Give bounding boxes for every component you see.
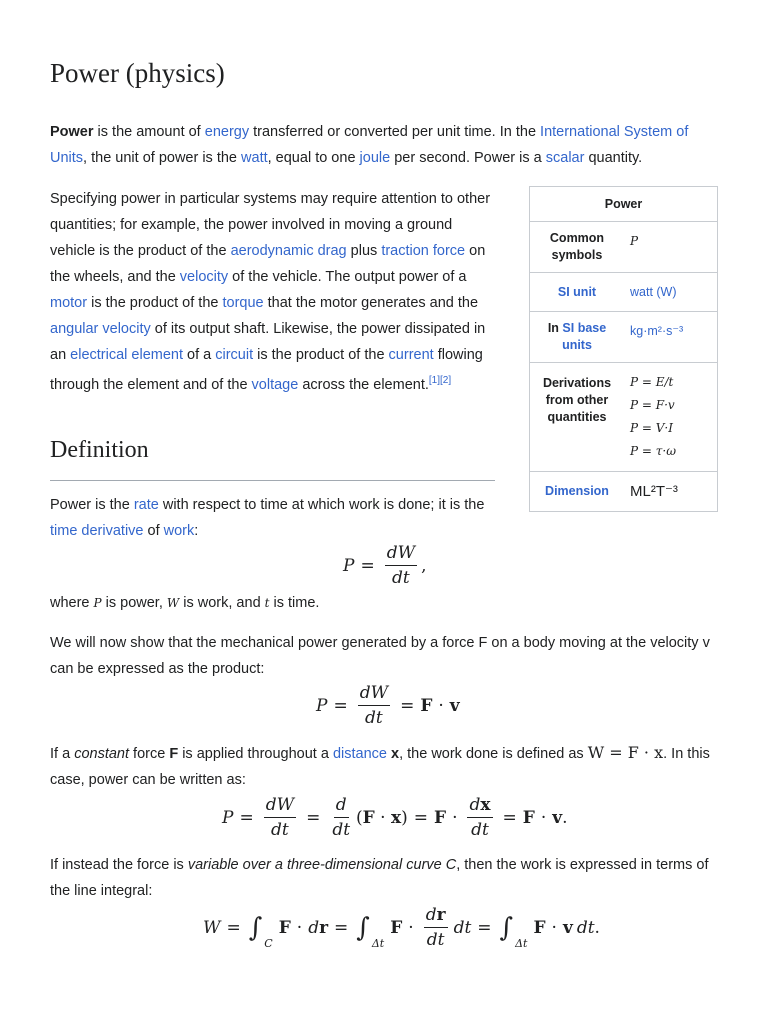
infobox-value: P [630,234,639,248]
variables-paragraph [50,590,500,616]
equation-constant-force: P = $\frac{dW}{dt}$ = $\frac{d}{dt}$ (F · x) = F · $\frac{dx}{dt}$ = F · v . [222,795,568,840]
emphasis: variable over a three-dimensional curve C [187,857,457,873]
link-si-base-units[interactable]: SI base units [562,321,607,352]
bold-symbol: x [391,746,400,762]
systems-paragraph [50,186,500,398]
text: , the unit of power is the [83,150,242,166]
text: across the element. [298,376,429,393]
text: where [50,595,94,611]
text: that the motor generates and the [263,295,479,311]
text: force [129,746,170,762]
link-dimension[interactable]: Dimension [545,484,609,498]
math-punct: , [421,555,427,576]
derivation-item: P = E/t [630,375,674,389]
equation-power-force-velocity: P = $\frac{dW}{dt}$ = F · v [316,683,460,728]
bold-symbol: F [169,746,179,762]
infobox-row-dimension [530,472,717,511]
infobox-value[interactable]: kg·m²·s⁻³ [630,324,684,338]
math-fraction: $\frac{dW}{dt}$ [386,543,416,588]
math-operator: = [360,555,375,576]
infobox-value: ML²T⁻³ [630,483,678,500]
infobox-label: Common symbols [549,231,605,262]
link-voltage[interactable]: voltage [251,376,299,393]
infobox-row-si-base [530,312,717,363]
infobox-value-list [624,363,717,471]
infobox [529,186,718,512]
text: is the amount of [93,124,205,140]
inline-math: W = F · x [587,743,664,762]
text: is the product of the [87,295,223,311]
math-var: t [264,596,270,610]
link-current[interactable]: current [388,347,434,363]
infobox-row-derivations [530,363,717,472]
text: is time. [269,595,320,611]
text: of a [183,347,216,363]
equation-power-derivative [343,543,426,588]
text: flowing through the element and of the [50,347,483,393]
derivation-item: P = τ·ω [630,444,676,458]
heading-divider [50,480,495,481]
text: of the vehicle. The output power of a [228,269,467,285]
text: is power, [101,595,167,611]
text: of [143,523,164,539]
intro-paragraph [50,119,718,171]
equation-line-integral: W = ∫ C F · dr = ∫ Δt F · $\frac{dr}{dt}$ dt = ∫ Δt F · v dt . [203,905,600,950]
derivation-item: P = V·I [630,421,673,435]
link-scalar[interactable]: scalar [545,150,585,166]
link-si-unit[interactable]: SI unit [557,285,597,299]
page-title: Power (physics) [50,58,225,88]
link-watt[interactable]: watt [241,150,268,166]
text: If instead the force is [50,857,188,873]
text: of its output shaft. Likewise, the power dissipated in an [50,321,486,363]
text: If a [50,746,75,762]
text: is the product of the [253,347,389,363]
text: with respect to time at which work is done; it is the [158,497,485,513]
infobox-header: Power [530,187,717,222]
link-aerodynamic-drag[interactable]: aerodynamic drag [230,243,347,259]
section-heading-definition: Definition [50,437,149,463]
text: In [547,321,563,335]
link-motor[interactable]: motor [50,295,88,311]
link-energy[interactable]: energy [204,124,250,140]
link-velocity[interactable]: velocity [179,269,229,285]
link-angular-velocity[interactable]: angular velocity [50,321,151,337]
emphasis: constant [74,746,130,762]
text: on the wheels, and the [50,243,486,285]
constant-force-paragraph [50,740,718,793]
math-var: P [93,596,102,610]
link-distance[interactable]: distance [332,746,387,762]
bold-term: Power [50,124,94,140]
link-time-derivative[interactable]: time derivative [50,523,144,539]
link-watt-unit[interactable]: watt (W) [630,285,677,299]
infobox-label [530,312,624,362]
text: : [194,523,199,539]
math-var: W [166,596,180,610]
infobox-label: Derivations from other quantities [542,376,612,424]
mechanical-power-paragraph: We will now show that the mechanical power generated by a force F on a body moving at the velocity v can be expressed as the product: [50,635,710,677]
infobox-value [624,273,717,311]
link-circuit[interactable]: circuit [215,347,254,363]
link-electrical-element[interactable]: electrical element [70,347,183,363]
link-si[interactable]: International System of Units [50,124,689,166]
derivation-item: P = F·v [630,398,675,412]
text: Specifying power in particular systems may require attention to other quantities; for example, the power involved in moving a ground vehicle is the product of the [50,191,491,259]
text: , the work done is defined as [399,746,588,762]
reference-link[interactable]: [1][2] [428,375,452,386]
link-work[interactable]: work [163,523,195,539]
text: plus [346,243,382,259]
link-torque[interactable]: torque [222,295,264,311]
definition-paragraph [50,492,500,544]
text: quantity. [584,150,643,166]
text: , then the work is expressed in terms of the line integral: [50,857,709,899]
text: is applied throughout a [178,746,333,762]
link-rate[interactable]: rate [133,497,159,513]
infobox-row-symbols [530,222,717,273]
text: , equal to one [267,150,360,166]
variable-force-paragraph [50,852,718,904]
text: . In this case, power can be written as: [50,746,710,788]
math-symbol: P [343,555,355,576]
text: is work, and [179,595,265,611]
text: transferred or converted per unit time. In the [249,124,541,140]
link-traction-force[interactable]: traction force [381,243,466,259]
infobox-row-si-unit [530,273,717,312]
link-joule[interactable]: joule [359,150,391,166]
text: Power is the [50,497,134,513]
text: per second. Power is a [390,150,546,166]
